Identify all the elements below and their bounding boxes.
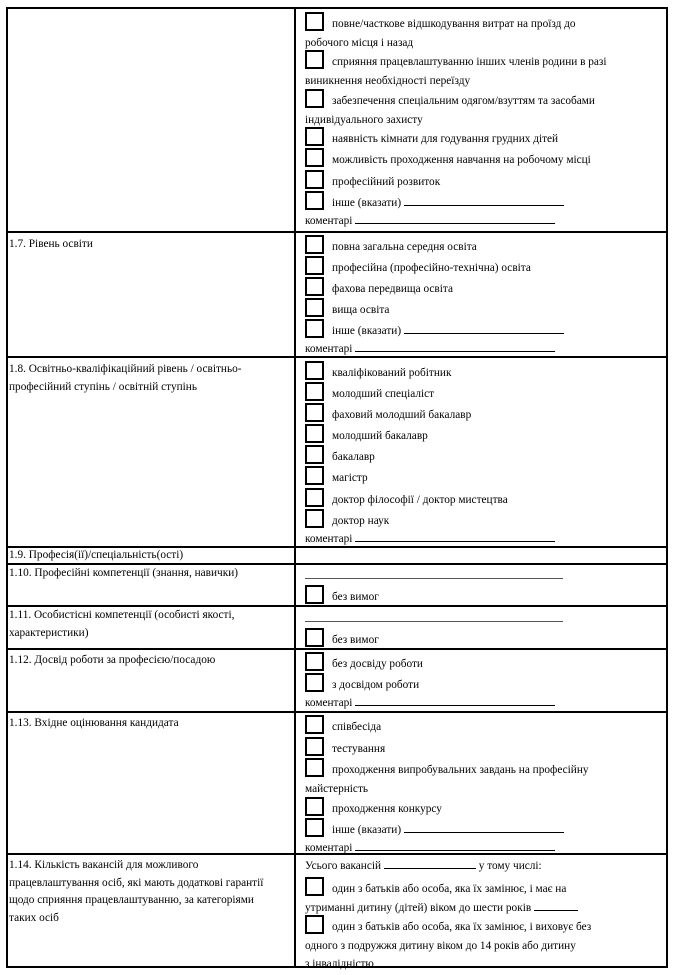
row-label: 1.11. Особистісні компетенції (особисті якості,: [9, 609, 235, 621]
option-label: забезпечення спеціальним одягом/взуттям та засобами: [332, 95, 595, 107]
checkbox[interactable]: [305, 403, 324, 422]
option-label: фахова передвища освіта: [332, 283, 453, 295]
option-label: виникнення необхідності переїзду: [305, 74, 471, 87]
option-label: без вимог: [332, 591, 379, 603]
checkbox[interactable]: [305, 382, 324, 401]
option-no-experience[interactable]: [305, 652, 626, 674]
option-label: інше (вказати): [332, 824, 402, 836]
option-testing[interactable]: [305, 737, 626, 759]
row-education-level: [8, 231, 666, 356]
checkbox[interactable]: [305, 652, 324, 671]
option-workplace-training[interactable]: [305, 148, 626, 170]
option-no-requirements[interactable]: [305, 585, 626, 607]
comment-input-line[interactable]: [355, 840, 555, 851]
checkbox[interactable]: [305, 585, 324, 604]
comment-label: коментарі: [305, 215, 353, 227]
checkbox[interactable]: [305, 12, 324, 31]
comment-input-line[interactable]: [355, 531, 555, 542]
row-label: 1.7. Рівень освіти: [9, 238, 93, 250]
checkbox[interactable]: [305, 191, 324, 210]
option-label: один з батьків або особа, яка їх замінює, і має на: [332, 883, 567, 895]
option-label: наявність кімнати для годування грудних дітей: [332, 133, 559, 145]
comment-input-line[interactable]: [355, 213, 555, 224]
row-label: 1.12. Досвід роботи за професією/посадою: [9, 654, 216, 666]
row-personal-competencies: [8, 605, 666, 648]
option-general-secondary[interactable]: [305, 235, 626, 257]
checkbox[interactable]: [305, 50, 324, 69]
checkbox[interactable]: [305, 277, 324, 296]
comment-label: коментарі: [305, 533, 353, 545]
checkbox[interactable]: [305, 256, 324, 275]
option-bachelor[interactable]: [305, 445, 626, 467]
other-input-line[interactable]: [404, 195, 564, 206]
option-protective-clothing[interactable]: [305, 89, 626, 129]
row-options-cell: [296, 713, 666, 853]
option-label: співбесіда: [332, 721, 382, 733]
checkbox[interactable]: [305, 424, 324, 443]
row-professional-competencies: [8, 563, 666, 605]
checkbox[interactable]: [305, 715, 324, 734]
option-master[interactable]: [305, 466, 626, 488]
checkbox[interactable]: [305, 628, 324, 647]
option-with-experience[interactable]: [305, 673, 626, 695]
row-label: 1.8. Освітньо-кваліфікаційний рівень / освітньо-: [9, 363, 242, 375]
checkbox[interactable]: [305, 877, 324, 896]
option-doctor-of-sciences[interactable]: [305, 509, 626, 531]
option-label: доктор наук: [332, 515, 390, 527]
option-professional-development[interactable]: [305, 170, 626, 192]
checkbox[interactable]: [305, 445, 324, 464]
row-label: 1.14. Кількість вакансій для можливого: [9, 859, 199, 871]
checkbox[interactable]: [305, 466, 324, 485]
row-label-cell: [8, 650, 296, 711]
option-label: інше (вказати): [332, 197, 402, 209]
option-junior-bachelor[interactable]: [305, 424, 626, 446]
option-label: утриманні дитину (дітей) віком до шести років: [305, 901, 532, 914]
competencies-input-line[interactable]: [305, 578, 563, 579]
option-higher[interactable]: [305, 298, 626, 320]
total-vacancies-label: Усього вакансій: [305, 860, 382, 872]
row-label: професійний ступінь / освітній ступінь: [9, 380, 197, 393]
row-options-cell: [296, 855, 666, 970]
row-profession: [8, 546, 666, 563]
checkbox[interactable]: [305, 758, 324, 777]
checkbox[interactable]: [305, 298, 324, 317]
row-label: таких осіб: [9, 911, 59, 924]
option-junior-specialist[interactable]: [305, 382, 626, 404]
comment-label: коментарі: [305, 343, 353, 355]
row-options-cell: [296, 233, 666, 356]
profession-input-cell[interactable]: [296, 548, 666, 563]
comment-input-line[interactable]: [355, 341, 555, 352]
option-label: проходження випробувальних завдань на професійну: [332, 764, 589, 776]
row-options-cell: [296, 607, 666, 648]
checkbox[interactable]: [305, 737, 324, 756]
checkbox[interactable]: [305, 509, 324, 528]
row-label-cell: [8, 855, 296, 966]
row-label-cell: [8, 233, 296, 356]
option-label: професійний розвиток: [332, 176, 441, 188]
other-input-line[interactable]: [404, 822, 564, 833]
option-phd[interactable]: [305, 488, 626, 510]
row-candidate-assessment: [8, 711, 666, 853]
total-vacancies-field[interactable]: [305, 857, 626, 876]
checkbox[interactable]: [305, 818, 324, 837]
option-label: індивідуального захисту: [305, 113, 423, 126]
option-label: кваліфікований робітник: [332, 367, 452, 379]
comment-label: коментарі: [305, 842, 353, 854]
option-label: фаховий молодший бакалавр: [332, 409, 472, 421]
option-label: можливість проходження навчання на робочому місці: [332, 154, 591, 166]
other-input-line[interactable]: [404, 323, 564, 334]
option-other[interactable]: [305, 191, 626, 213]
checkbox[interactable]: [305, 170, 324, 189]
option-label: з інвалідністю: [305, 958, 374, 970]
row-options-cell: [296, 9, 666, 231]
option-no-requirements[interactable]: [305, 628, 626, 650]
row-label: працевлаштування осіб, які мають додаткові гарантії: [9, 876, 264, 889]
option-professional-junior-bachelor[interactable]: [305, 403, 626, 425]
form-table: [6, 7, 668, 968]
row-options-cell: [296, 358, 666, 546]
option-other[interactable]: [305, 319, 626, 341]
row-label: 1.10. Професійні компетенції (знання, навички): [9, 567, 239, 579]
count-input-line[interactable]: [377, 956, 445, 967]
checkbox[interactable]: [305, 235, 324, 254]
total-vacancies-input-line[interactable]: [384, 858, 476, 869]
option-label: інше (вказати): [332, 325, 402, 337]
row-label-cell: [8, 358, 296, 546]
option-label: тестування: [332, 743, 386, 755]
option-nursing-room[interactable]: [305, 127, 626, 149]
row-label-cell: [8, 9, 296, 231]
checkbox[interactable]: [305, 127, 324, 146]
row-vacancies-guarantees: [8, 853, 666, 970]
row-label: 1.13. Вхідне оцінювання кандидата: [9, 717, 179, 729]
row-options-cell: [296, 565, 666, 605]
checkbox[interactable]: [305, 488, 324, 507]
row-work-experience: [8, 648, 666, 711]
row-benefits: [8, 9, 666, 231]
comment-field[interactable]: [305, 212, 626, 231]
checkbox[interactable]: [305, 361, 324, 380]
option-travel-compensation[interactable]: [305, 12, 626, 52]
competencies-input-line[interactable]: [305, 621, 563, 622]
row-label-cell: [8, 565, 296, 605]
total-vacancies-suffix: у тому числі:: [478, 860, 542, 872]
option-other[interactable]: [305, 818, 626, 840]
option-label: повне/часткове відшкодування витрат на проїзд до: [332, 18, 576, 30]
option-label: магістр: [332, 472, 368, 484]
option-label: без вимог: [332, 634, 379, 646]
option-label: бакалавр: [332, 451, 375, 463]
option-label: робочого місця і назад: [305, 36, 414, 49]
comment-input-line[interactable]: [355, 695, 555, 706]
option-interview[interactable]: [305, 715, 626, 737]
option-label: з досвідом роботи: [332, 679, 420, 691]
option-label: одного з подружжя дитину віком до 14 років або дитину: [305, 939, 576, 952]
checkbox[interactable]: [305, 797, 324, 816]
option-label: доктор філософії / доктор мистецтва: [332, 494, 508, 506]
row-options-cell: [296, 650, 666, 711]
checkbox[interactable]: [305, 673, 324, 692]
option-label: один з батьків або особа, яка їх замінює, і виховує без: [332, 921, 592, 933]
option-label: сприяння працевлаштуванню інших членів родини в разі: [332, 56, 607, 68]
option-single-parent-child-under-14[interactable]: [305, 915, 626, 974]
option-parent-child-under-six[interactable]: [305, 877, 626, 917]
comment-field[interactable]: [305, 694, 626, 713]
option-trial-tasks[interactable]: [305, 758, 626, 798]
row-qualification-level: [8, 356, 666, 546]
option-skilled-worker[interactable]: [305, 361, 626, 383]
checkbox[interactable]: [305, 148, 324, 167]
row-label: характеристики): [9, 626, 89, 639]
checkbox[interactable]: [305, 89, 324, 108]
row-label-cell: [8, 713, 296, 853]
option-label: професійна (професійно-технічна) освіта: [332, 262, 531, 274]
row-label-cell: [8, 607, 296, 648]
option-label: вища освіта: [332, 304, 390, 316]
option-label: проходження конкурсу: [332, 803, 442, 815]
option-label: повна загальна середня освіта: [332, 241, 477, 253]
option-competition[interactable]: [305, 797, 626, 819]
row-label-cell: [8, 548, 296, 563]
option-label: майстерність: [305, 782, 369, 795]
option-vocational[interactable]: [305, 256, 626, 278]
comment-label: коментарі: [305, 697, 353, 709]
option-label: молодший бакалавр: [332, 430, 428, 442]
count-input-line[interactable]: [534, 900, 578, 911]
row-label: 1.9. Професія(ії)/спеціальність(ості): [9, 549, 184, 561]
option-family-employment[interactable]: [305, 50, 626, 90]
option-label: молодший спеціаліст: [332, 388, 435, 400]
checkbox[interactable]: [305, 319, 324, 338]
checkbox[interactable]: [305, 915, 324, 934]
row-label: щодо сприяння працевлаштуванню, за категоріями: [9, 894, 254, 906]
option-label: без досвіду роботи: [332, 658, 423, 670]
option-pre-higher[interactable]: [305, 277, 626, 299]
